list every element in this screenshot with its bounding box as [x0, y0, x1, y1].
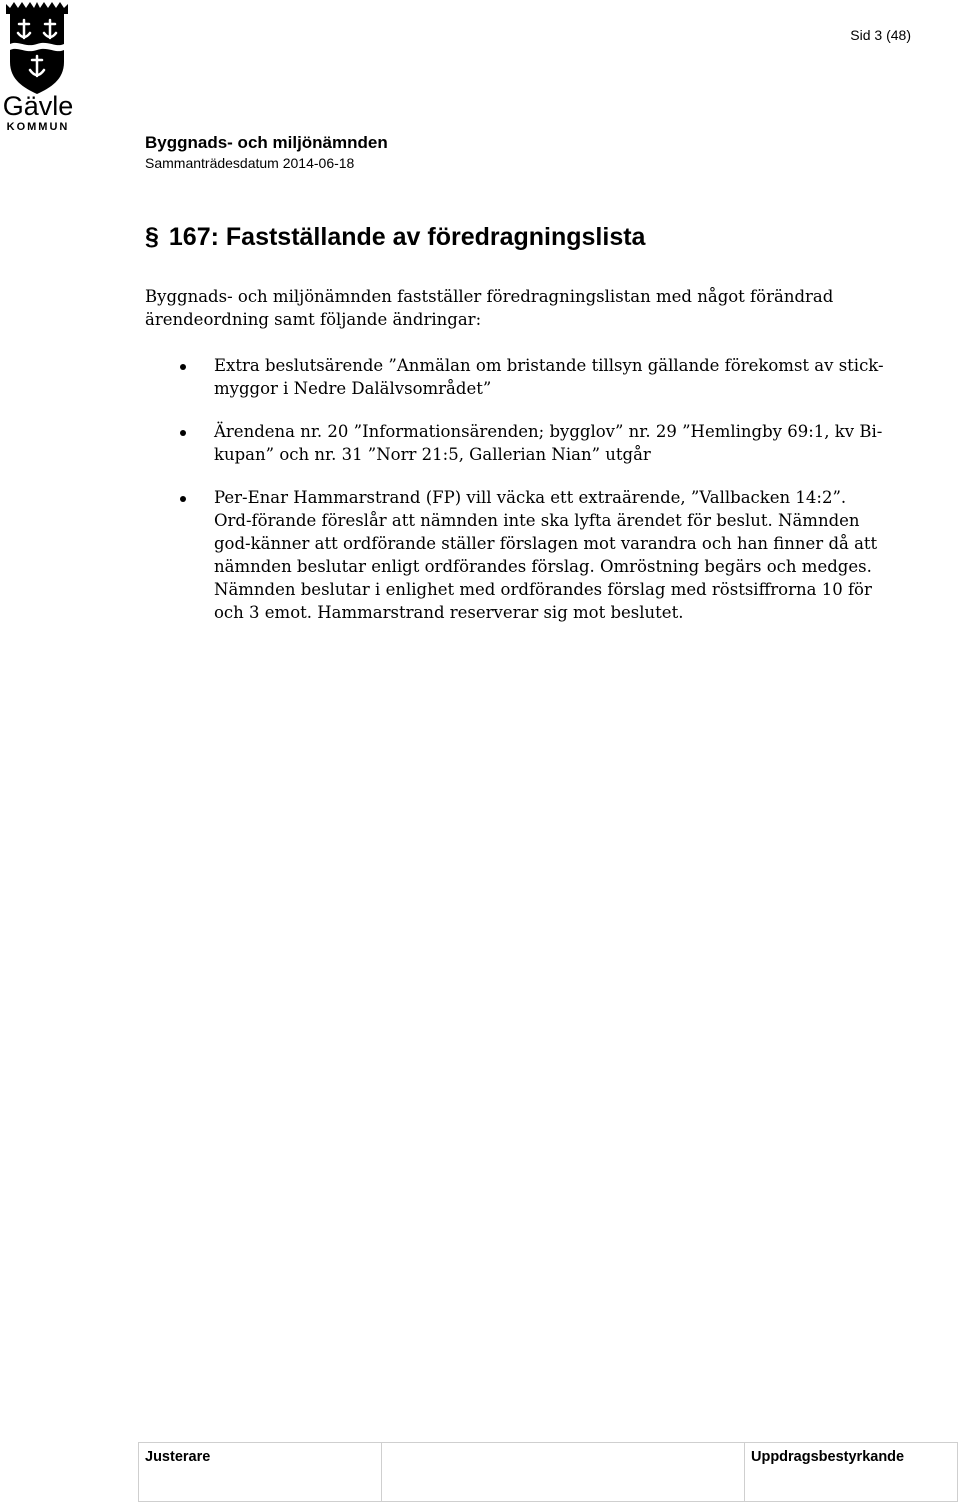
- logo-subtitle: KOMMUN: [6, 121, 70, 133]
- signature-table: [138, 1442, 958, 1502]
- bullet-icon: [180, 364, 186, 370]
- page-number: Sid 3 (48): [850, 27, 911, 43]
- list-item-text: Ärendena nr. 20 ”Informationsärenden; bygglov” nr. 29 ”Hemlingby 69:1, kv Bi-kupan” och nr. 31 ”Norr 21:5, Gallerian Nian” utgår: [214, 422, 883, 464]
- document-body: [145, 285, 885, 644]
- municipality-logo: [0, 0, 76, 134]
- intro-paragraph: Byggnads- och miljönämnden fastställer föredragningslistan med något förändrad ärendeordning samt följande ändringar:: [145, 287, 834, 329]
- bullet-icon: [180, 496, 186, 502]
- list-item: [145, 486, 885, 624]
- reviewer-cell: Justerare: [139, 1443, 382, 1502]
- section-title: 167: Fastställande av föredragningslista: [168, 223, 646, 251]
- section-symbol: §: [145, 223, 159, 251]
- section-heading: [145, 223, 645, 252]
- meeting-date: Sammanträdesdatum 2014-06-18: [145, 155, 355, 171]
- coat-of-arms-icon: [8, 14, 66, 94]
- committee-name: Byggnads- och miljönämnden: [145, 133, 388, 152]
- bullet-icon: [180, 430, 186, 436]
- certification-cell: Uppdragsbestyrkande: [745, 1443, 958, 1502]
- list-item-text: Per-Enar Hammarstrand (FP) vill väcka ett extraärende, ”Vallbacken 14:2”. Ord-förande föreslår att nämnden inte ska lyfta ärendet för beslut. Nämnden god-känner att ordförande ställer förslagen mot varandra och han finner då att nämnden beslutar enligt ordförandes förslag. Omröstning begärs och medges. Nämnden beslutar i enlighet med ordförandes förslag med röstsiffrorna 10 för och 3 emot. Hammarstrand reserverar sig mot beslutet.: [214, 488, 878, 622]
- blank-cell: [382, 1443, 745, 1502]
- list-item-text: Extra beslutsärende ”Anmälan om bristande tillsyn gällande förekomst av stick-myggor i Nedre Dalälvsområdet”: [214, 356, 884, 398]
- change-list: [145, 354, 885, 624]
- list-item: [145, 354, 885, 400]
- crown-icon: [6, 2, 68, 14]
- logo-name: Gävle: [2, 91, 74, 121]
- list-item: [145, 420, 885, 466]
